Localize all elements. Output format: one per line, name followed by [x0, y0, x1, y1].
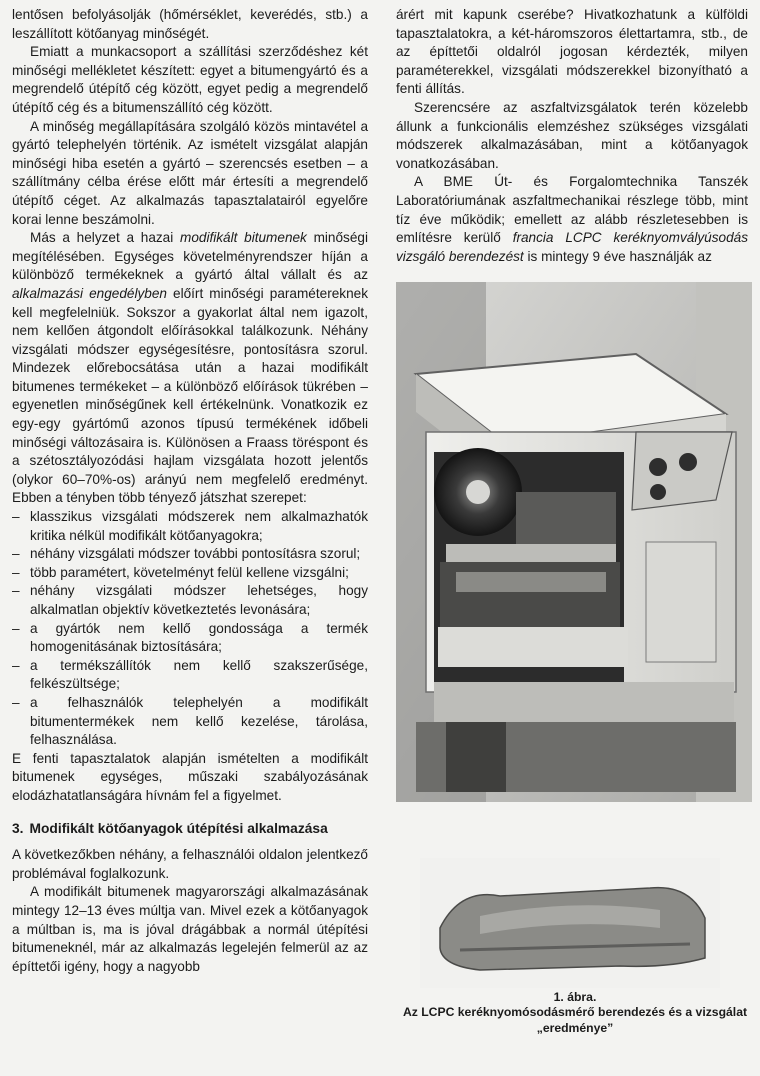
list-item: – a termékszállítók nem kellő szakszerűsége, felkészültsége; [12, 657, 368, 694]
lcpc-machine-photo [396, 282, 752, 802]
paragraph [12, 229, 368, 508]
paragraph: lentősen befolyásolják (hőmérséklet, keverédés, stb.) a leszállított kötőanyag minőségét. [12, 7, 368, 41]
paragraph: Szerencsére az aszfaltvizsgálatok terén közelebb állunk a funkcionális elemzéshez szükséges vizsgálati módszerek alkalmazásában, mint a kötőanyagok vonatkozásában. [396, 99, 748, 171]
paragraph: Emiatt a munkacsoport a szállítási szerződéshez két minőségi mellékletet készített: egyet a bitumengyártó és a megrendelő útépítő cég között, egyet pedig a megrendelő útépítő cég és a bitumenszállító cég között. [12, 44, 368, 115]
paragraph: árért mit kapunk cserébe? Hivatkozhatunk a külföldi tapasztalatokra, a két-háromszoros élettartamra, stb., de az építtetői oldalról jogosan kérdezték, milyen paraméterekkel, vizsgálati módszerekkel bizonyítható a fenti állítás. [396, 7, 748, 97]
paragraph: E fenti tapasztalatok alapján ismételten a modifikált bitumenek egységes, műszaki szabályozásának elodázhatatlanságára hívnám fel a figyelmet. [12, 750, 368, 803]
list-item: – néhány vizsgálati módszer további pontosításra szorul; [12, 545, 368, 564]
paragraph: A minőség megállapítására szolgáló közös mintavétel a gyártó telephelyén történik. Az ismételt vizsgálat alapján minőségi hiba esetén a gyártó – szerencsés esetben – a szállítmány célba érése előtt már értesíti a megrendelő útépítő céget. Az alkalmazás tapasztalatairól egyelőre korai lenne beszámolni. [12, 118, 368, 227]
list-item: – a gyártók nem kellő gondossága a termék homogenitásának biztosítására; [12, 620, 368, 657]
emphasis: modifikált bitumenek [180, 230, 307, 246]
section-title: Modifikált kötőanyagok útépítési alkalmazása [29, 820, 328, 836]
emphasis: alkalmazási engedélyben [12, 285, 167, 301]
figure-description: Az LCPC keréknyomósodásmérő berendezés és a vizsgálat „eredménye” [402, 1005, 748, 1035]
factor-list [12, 508, 368, 750]
text-run: A BME Út- és Forgalomtechnika Tanszék Laboratóriumának aszfaltmechanikai részlege több, mint tíz éve működik; emellett az alább részletesebben is említésre kerülő [396, 174, 748, 246]
list-item: – néhány vizsgálati módszer lehetséges, hogy alkalmatlan objektív következtetés levonására; [12, 582, 368, 619]
text-run: előírt minőségi paramétereknek kell megfelelniük. Sokszor a gyakorlat által nem igazolt, nem kellően átgondolt előírásokkal találkozunk. Néhány vizsgálati módszer egységesítésre, pontosításra szorul. Mindezek előrebocsátása után a hazai modifikált bitumenes termékeket – a különböző előírások tükrében – egyenetlen minőségűnek kell értékelnünk. Vonatkozik ez egy-egy gyártómű azonos típusú termékének időbeli minőségi változásaira is. Különösen a Fraass töréspont és a szétosztályozódási hajlam vizsgálata hozott jelentős (olykor 60–70%-os) arányú nem megfelelő eredményt. Ebben a tényben több tényező játszhat szerepet: [12, 285, 369, 506]
rutted-sample-photo [420, 858, 720, 988]
text-run: is mintegy 9 éve használják az [523, 248, 712, 264]
figure-number: 1. ábra. [553, 990, 597, 1004]
list-item: – több paramétert, követelményt felül kellene vizsgálni; [12, 564, 368, 583]
text-run: minőségi megítélésében. Egységes követelményrendszer híján a különböző termékeknek a gyártó által vállalt és az [12, 230, 368, 283]
section-number: 3. [12, 820, 24, 836]
paragraph: A következőkben néhány, a felhasználói oldalon jelentkező problémával foglalkozunk. [12, 847, 368, 881]
list-item: – klasszikus vizsgálati módszerek nem alkalmazhatók kritika nélkül modifikált kötőanyagokra; [12, 508, 368, 545]
paragraph: A modifikált bitumenek magyarországi alkalmazásának mintegy 12–13 éves múltja van. Mivel ezek a kötőanyagok a múltban is, ma is jóval drágábbak a normál útépítési bitumeneknél, már az alkalmazás legelején felmerül az az építtetői igény, hogy a nagyobb [12, 884, 368, 974]
list-item: – a felhasználók telephelyén a modifikált bitumentermékek nem kellő kezelése, tárolása, felhasználása. [12, 694, 368, 750]
paragraph [396, 173, 748, 266]
figure-caption [400, 990, 750, 1036]
section-heading [12, 820, 368, 839]
text-run: Más a helyzet a hazai [30, 230, 180, 246]
right-column [396, 6, 748, 266]
left-column [12, 6, 368, 976]
emphasis: francia LCPC keréknyomvályúsodás vizsgáló berendezést [396, 230, 748, 264]
